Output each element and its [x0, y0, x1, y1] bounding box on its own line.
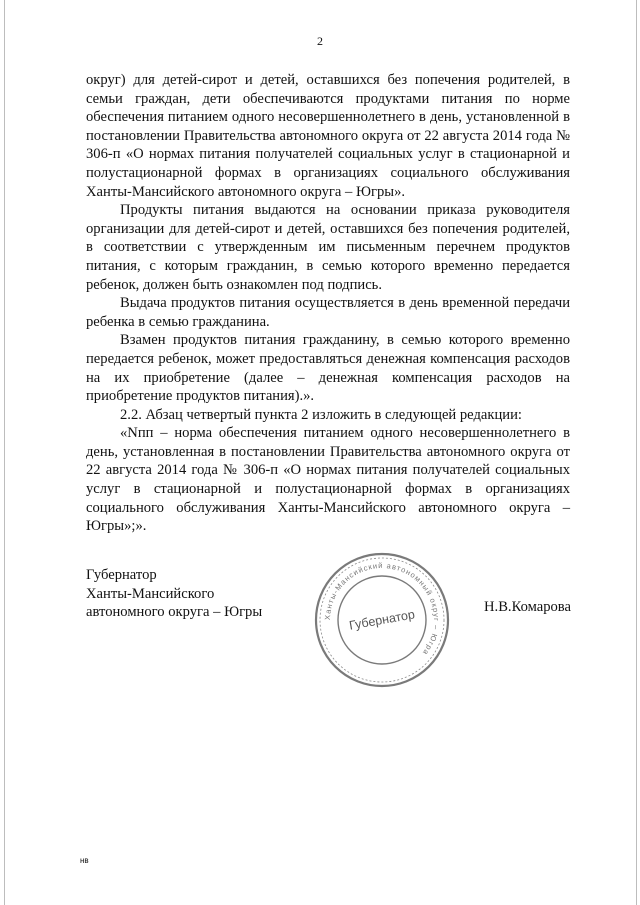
official-seal-stamp [312, 550, 452, 690]
paragraph-4: Взамен продуктов питания гражданину, в семью которого временно передается ребенок, может предоставляться денежная компенсация расходов на их приобретение (далее – денежная компенсация расходов на приобретение продуктов питания).». [86, 332, 570, 405]
seal-center-text: Губернатор [348, 607, 416, 633]
paragraph-2: Продукты питания выдаются на основании приказа руководителя организации для детей-сирот и детей, оставшихся без попечения родителей, в соответствии с утвержденным им письменным перечнем продуктов питания, с которым гражданин, в семью которого временно передается ребенок, должен быть ознакомлен под подпись. [86, 202, 570, 293]
paragraph-1: округ) для детей-сирот и детей, оставшихся без попечения родителей, в семьи граждан, дети обеспечиваются продуктами питания по норме обеспечения питанием одного несовершеннолетнего в день, установленной в постановлении Правительства автономного округа от 22 августа 2014 года № 306-п «О нормах питания получателей социальных услуг в стационарной и полустационарной формах в организациях социального обслуживания Ханты-Мансийского автономного округа – Югры». [86, 72, 570, 200]
page-left-edge [4, 0, 5, 905]
paragraph-5: 2.2. Абзац четвертый пункта 2 изложить в следующей редакции: [120, 406, 522, 423]
signer-name: Н.В.Комарова [484, 599, 571, 615]
document-marker: нв [80, 856, 89, 865]
document-body [86, 71, 570, 536]
page-right-edge [636, 0, 637, 905]
page-number: 2 [317, 34, 323, 48]
signer-title-line-3: автономного округа – Югры [86, 604, 263, 621]
signer-title-line-2: Ханты-Мансийского [86, 585, 215, 602]
paragraph-3: Выдача продуктов питания осуществляется в день временной передачи ребенка в семью гражданина. [86, 295, 570, 330]
paragraph-6: «Nпп – норма обеспечения питанием одного несовершеннолетнего в день, установленная в постановлении Правительства автономного округа от 22 августа 2014 года № 306-п «О нормах питания получателей социальных услуг в стационарной и полустационарной формах в организациях социального обслуживания Ханты-Мансийского автономного округа – Югры»;». [86, 425, 570, 535]
seal-ring-text: Ханты-Мансийский автономный округ – Югра [322, 560, 442, 658]
signer-title-line-1: Губернатор [86, 567, 157, 583]
